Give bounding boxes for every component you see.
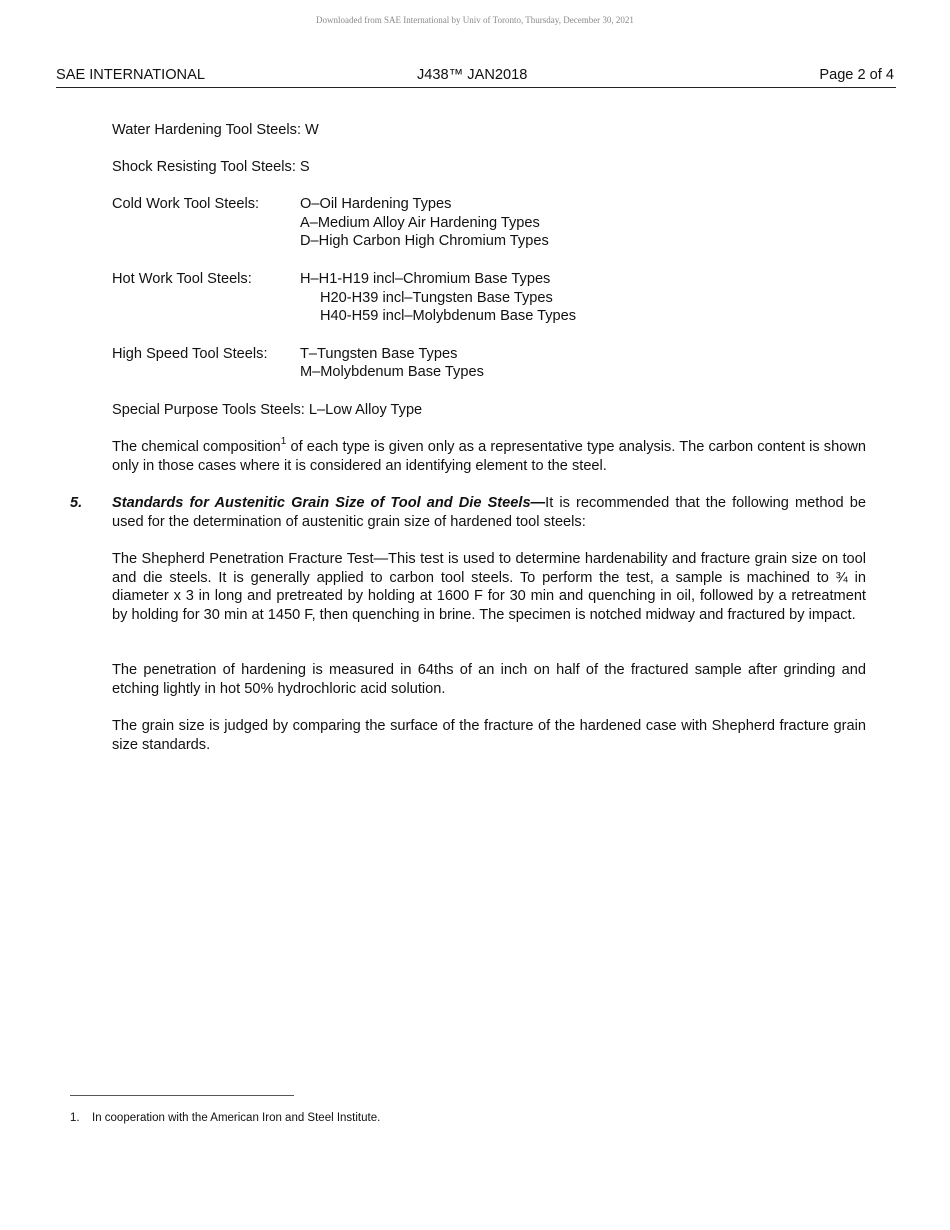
high-speed-type: T–Tungsten Base Types bbox=[300, 346, 458, 362]
high-speed-label: High Speed Tool Steels: bbox=[112, 346, 268, 362]
header-document-id: J438™ JAN2018 bbox=[417, 67, 528, 83]
shepherd-test-paragraph: The Shepherd Penetration Fracture Test—This test is used to determine hardenability and fracture grain size on tool and die steels. It is generally applied to carbon tool steels. To perform the test, a sample is machined to ¾ in diameter x 3 in long and pretreated by holding at 1600 F for 30 min and quenching in oil, followed by a retreatment by holding for 30 min at 1450 F, then quenching in brine. The specimen is notched midway and fractured by impact. bbox=[112, 551, 866, 623]
section-title: Standards for Austenitic Grain Size of Tool and Die Steels— bbox=[112, 495, 546, 511]
download-watermark: Downloaded from SAE International by Univ of Toronto, Thursday, December 30, 2021 bbox=[316, 15, 634, 25]
section-intro-text: It is recommended that the following method be used for the determination of austenitic grain size of hardened tool steels: bbox=[112, 495, 866, 530]
high-speed-type: M–Molybdenum Base Types bbox=[300, 364, 484, 380]
hot-work-label: Hot Work Tool Steels: bbox=[112, 271, 252, 287]
shock-resisting-line: Shock Resisting Tool Steels: S bbox=[112, 159, 310, 175]
hot-work-type: H20-H39 incl–Tungsten Base Types bbox=[320, 290, 553, 306]
special-purpose-line: Special Purpose Tools Steels: L–Low Alloy Type bbox=[112, 402, 423, 418]
footnote-divider bbox=[70, 1095, 294, 1096]
section-5-intro bbox=[112, 494, 866, 531]
grain-size-paragraph: The grain size is judged by comparing the surface of the fracture of the hardened case with Shepherd fracture grain size standards. bbox=[112, 718, 866, 753]
cold-work-type: D–High Carbon High Chromium Types bbox=[300, 233, 549, 249]
footnote-reference[interactable]: 1 bbox=[280, 436, 287, 448]
hot-work-type: H40-H59 incl–Molybdenum Base Types bbox=[320, 308, 577, 324]
header-organization: SAE INTERNATIONAL bbox=[56, 67, 205, 83]
chemical-composition-note bbox=[112, 438, 866, 475]
footnote-text: In cooperation with the American Iron and Steel Institute. bbox=[92, 1112, 381, 1124]
cold-work-type: O–Oil Hardening Types bbox=[300, 196, 452, 212]
page-header bbox=[56, 66, 896, 88]
hot-work-type: H–H1-H19 incl–Chromium Base Types bbox=[300, 271, 551, 287]
water-hardening-line: Water Hardening Tool Steels: W bbox=[112, 122, 319, 138]
cold-work-label: Cold Work Tool Steels: bbox=[112, 196, 260, 212]
section-number: 5. bbox=[70, 495, 83, 511]
chem-note-rest: of each type is given only as a representative type analysis. The carbon content is shown only in those cases where it is considered an identifying element to the steel. bbox=[112, 439, 866, 474]
footnote bbox=[70, 1112, 380, 1124]
penetration-paragraph: The penetration of hardening is measured in 64ths of an inch on half of the fractured sample after grinding and etching lightly in hot 50% hydrochloric acid solution. bbox=[112, 662, 866, 697]
header-page-number: Page 2 of 4 bbox=[819, 67, 894, 83]
cold-work-type: A–Medium Alloy Air Hardening Types bbox=[300, 215, 540, 231]
footnote-number: 1. bbox=[70, 1112, 80, 1124]
chem-note-start: The chemical composition bbox=[112, 439, 281, 455]
